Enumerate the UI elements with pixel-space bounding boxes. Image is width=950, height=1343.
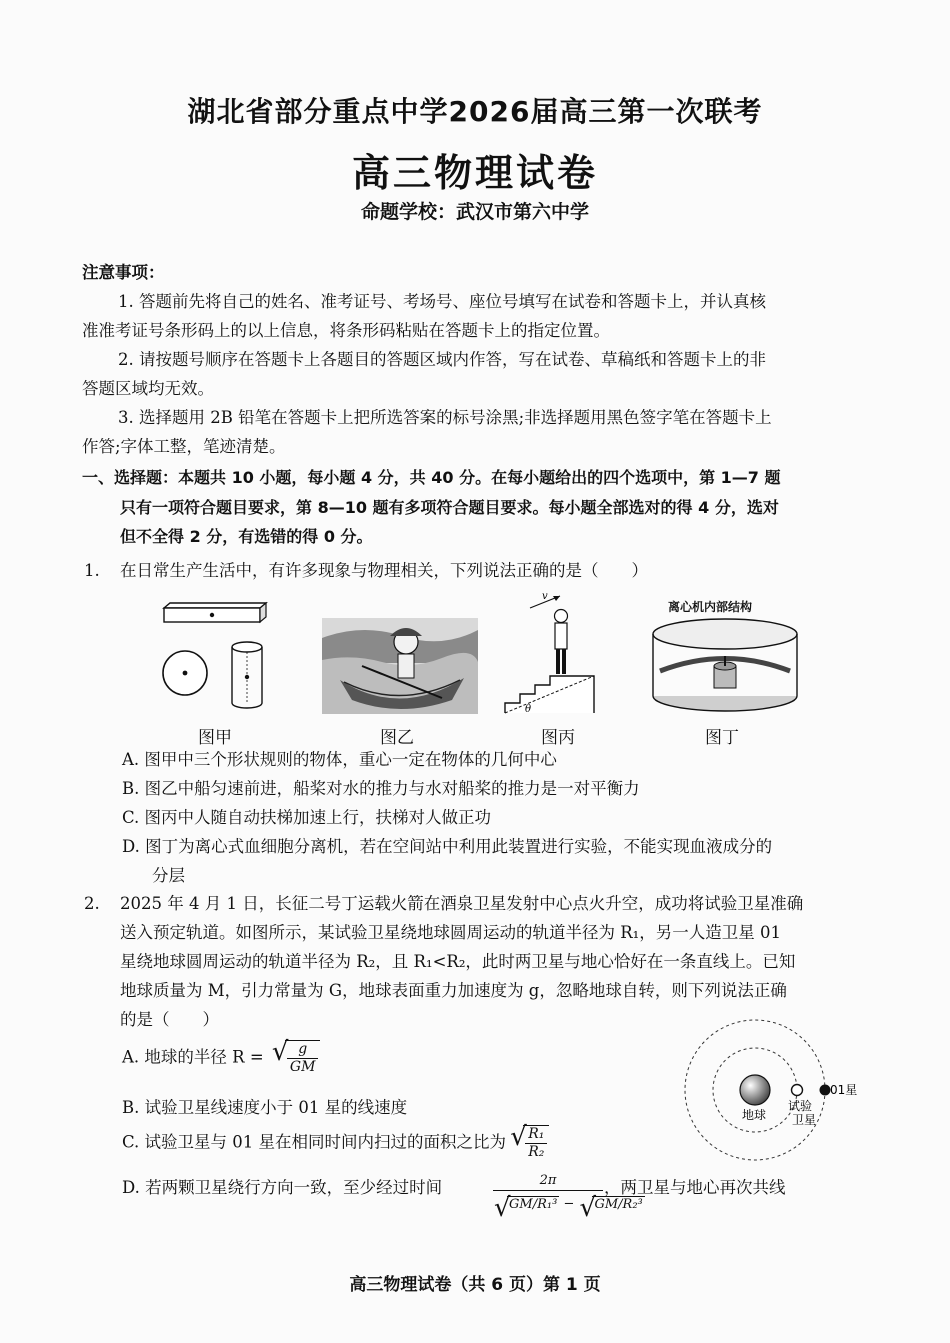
q2-option-a-text: A. 地球的半径 R = <box>122 1047 264 1067</box>
notice-item-2-line-2: 答题区域均无效。 <box>82 379 214 398</box>
q1-number: 1. <box>84 561 100 580</box>
q2-option-a-denominator: GM <box>289 1059 316 1075</box>
q1-option-d-line-2: 分层 <box>152 866 185 885</box>
q2-option-a <box>122 1040 320 1076</box>
notice-item-3-line-1: 3. 选择题用 2B 铅笔在答题卡上把所选答案的标号涂黑;非选择题用黑色签字笔在答题卡上 <box>118 408 772 427</box>
paper-title: 高三物理试卷 <box>351 151 598 195</box>
figure-bing <box>500 588 600 716</box>
q2-number: 2. <box>84 894 100 913</box>
notice-item-3-line-2: 作答;字体工整，笔迹清楚。 <box>82 437 286 456</box>
q2-option-d-numerator: 2π <box>493 1172 603 1191</box>
caption-jia: 图甲 <box>198 728 232 748</box>
q2-fig-sat1-label-b: 卫星 <box>792 1113 817 1127</box>
q2-fig-earth-label: 地球 <box>742 1108 767 1122</box>
q1-stem: 在日常生产生活中，有许多现象与物理相关，下列说法正确的是（ ） <box>120 561 648 580</box>
caption-yi: 图乙 <box>380 728 414 748</box>
q2-option-d-tail: ，两卫星与地心再次共线 <box>604 1178 786 1197</box>
q2-orbit-figure <box>680 1015 870 1165</box>
q2-option-b: B. 试验卫星线速度小于 01 星的线速度 <box>122 1098 408 1117</box>
caption-ding: 图丁 <box>705 728 739 748</box>
figure-bing-v-label: v <box>542 591 548 602</box>
q2-option-a-sqrt <box>285 1040 321 1076</box>
q2-stem-line-1: 2025 年 4 月 1 日，长征二号丁运载火箭在酒泉卫星发射中心点火升空，成功将试验卫星准确 <box>120 894 804 913</box>
q2-option-c-text: C. 试验卫星与 01 星在相同时间内扫过的面积之比为 <box>122 1132 507 1152</box>
q1-option-c: C. 图丙中人随自动扶梯加速上行，扶梯对人做正功 <box>122 808 492 827</box>
exam-title: 湖北省部分重点中学2026届高三第一次联考 <box>187 95 763 128</box>
q2-option-c-denominator: R₂ <box>528 1144 545 1160</box>
school-line: 命题学校：武汉市第六中学 <box>360 201 589 223</box>
q2-option-c <box>122 1125 549 1161</box>
q2-option-d-denominator-left: √ GM/R₁³ <box>507 1196 559 1212</box>
figure-bing-theta-label: θ <box>525 704 532 715</box>
q1-option-b: B. 图乙中船匀速前进，船桨对水的推力与水对船桨的推力是一对平衡力 <box>122 779 640 798</box>
q2-option-a-fraction <box>287 1041 319 1076</box>
q2-option-d-denominator-right: √ GM/R₂³ <box>592 1196 644 1212</box>
q2-fig-sat2-label: 01星 <box>830 1083 858 1097</box>
section-1-line-1: 一、选择题：本题共 10 小题，每小题 4 分，共 40 分。在每小题给出的四个选项中，第 1—7 题 <box>82 468 781 487</box>
notice-item-1-line-2: 准准考证号条形码上的以上信息，将条形码粘贴在答题卡上的指定位置。 <box>82 321 610 340</box>
q2-option-d-text: D. 若两颗卫星绕行方向一致，至少经过时间 <box>122 1178 443 1197</box>
notice-heading: 注意事项： <box>82 263 165 282</box>
notice-item-1-line-1: 1. 答题前先将自己的姓名、准考证号、考场号、座位号填写在试卷和答题卡上，并认真核 <box>118 292 766 311</box>
figure-ding <box>650 616 800 716</box>
section-1-line-3: 但不全得 2 分，有选错的得 0 分。 <box>120 527 373 546</box>
q1-option-a: A. 图甲中三个形状规则的物体，重心一定在物体的几何中心 <box>122 750 557 769</box>
page-footer: 高三物理试卷（共 6 页）第 1 页 <box>349 1275 601 1295</box>
q2-fig-sat1-label-a: 试验 <box>788 1099 813 1113</box>
figure-ding-title: 离心机内部结构 <box>668 600 753 614</box>
figure-yi <box>322 618 478 714</box>
section-1-line-2: 只有一项符合题目要求，第 8—10 题有多项符合题目要求。每小题全部选对的得 4 分，选对 <box>120 498 779 517</box>
q2-option-a-numerator: √ g <box>287 1041 319 1059</box>
caption-bing: 图丙 <box>541 728 575 748</box>
notice-item-2-line-1: 2. 请按题号顺序在答题卡上各题目的答题区域内作答，写在试卷、草稿纸和答题卡上的非 <box>118 350 766 369</box>
q2-option-c-sqrt <box>523 1125 549 1161</box>
q2-stem-line-5: 的是（ ） <box>120 1010 219 1029</box>
q2-stem-line-3: 星绕地球圆周运动的轨道半径为 R₂，且 R₁<R₂，此时两卫星与地心恰好在一条直线上。已知 <box>120 952 796 971</box>
q2-stem-line-4: 地球质量为 M，引力常量为 G，地球表面重力加速度为 g，忽略地球自转，则下列说法正确 <box>120 981 787 1000</box>
q2-option-c-numerator: √ R₁ <box>525 1126 547 1144</box>
q1-option-d-line-1: D. 图丁为离心式血细胞分离机，若在空间站中利用此装置进行实验，不能实现血液成分的 <box>122 837 773 856</box>
q2-option-d-minus: − <box>563 1196 575 1212</box>
q2-stem-line-2: 送入预定轨道。如图所示，某试验卫星绕地球圆周运动的轨道半径为 R₁，另一人造卫星 01 <box>120 923 782 942</box>
figure-jia <box>150 600 280 715</box>
q2-option-c-fraction <box>525 1126 547 1161</box>
